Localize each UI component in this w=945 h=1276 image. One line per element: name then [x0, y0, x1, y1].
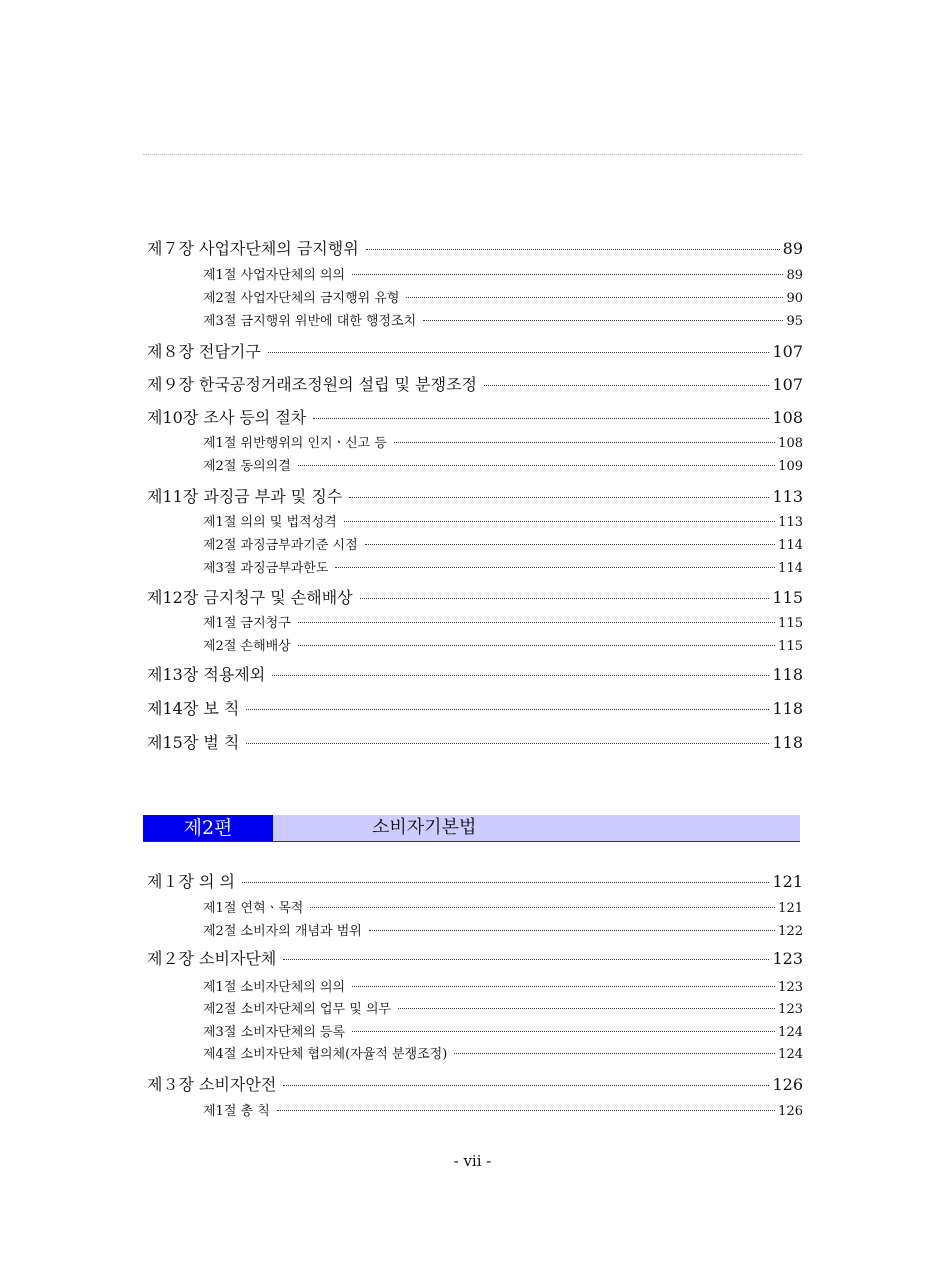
toc-chapter-entry	[147, 585, 803, 608]
dot-leader	[298, 465, 775, 466]
toc-page-number: 107	[772, 375, 803, 394]
dot-leader	[352, 274, 783, 275]
toc-entry-title: 제1절 소비자단체의 의의	[203, 980, 346, 995]
toc-entry-title: 제２장 소비자단체	[147, 949, 277, 968]
dot-leader	[277, 1110, 775, 1111]
dot-leader	[423, 320, 783, 321]
dot-leader	[406, 297, 783, 298]
toc-chapter-entry	[147, 484, 803, 507]
toc-section-entry	[203, 432, 803, 451]
toc-chapter-entry	[147, 696, 803, 719]
toc-entry-title: 제10장 조사 등의 절차	[147, 408, 307, 427]
toc-section-entry	[203, 635, 803, 654]
toc-section-entry	[203, 897, 803, 916]
toc-section-entry	[203, 1043, 803, 1062]
toc-page-number: 124	[778, 1025, 803, 1040]
page-number-footer: - vii -	[453, 1152, 492, 1170]
toc-chapter-entry	[147, 869, 803, 892]
toc-section-entry	[203, 557, 803, 576]
toc-chapter-entry	[147, 236, 803, 259]
toc-entry-title: 제15장 벌 칙	[147, 733, 240, 752]
toc-page-number: 123	[772, 949, 803, 968]
toc-entry-title: 제1절 의의 및 법적성격	[203, 515, 337, 530]
dot-leader	[352, 986, 775, 987]
toc-page-number: 114	[778, 538, 803, 553]
toc-page-number: 108	[772, 408, 803, 427]
toc-entry-title: 제９장 한국공정거래조정원의 설립 및 분쟁조정	[147, 375, 478, 394]
dot-leader	[298, 645, 775, 646]
toc-entry-title: 제1절 위반행위의 인지ㆍ신고 등	[203, 436, 387, 451]
toc-chapter-entry	[147, 946, 803, 969]
toc-page-number: 118	[772, 665, 803, 684]
toc-chapter-entry	[147, 339, 803, 362]
dot-leader	[365, 544, 775, 545]
toc-section-entry	[203, 976, 803, 995]
toc-section-entry	[203, 998, 803, 1017]
dot-leader	[246, 709, 769, 710]
toc-page-number: 90	[786, 291, 803, 306]
toc-entry-title: 제1절 사업자단체의 의의	[203, 268, 346, 283]
dot-leader	[484, 385, 769, 386]
toc-page-number: 124	[778, 1047, 803, 1062]
toc-entry-title: 제4절 소비자단체 협의체(자율적 분쟁조정)	[203, 1047, 448, 1062]
toc-page-number: 115	[772, 588, 803, 607]
dot-leader	[283, 959, 769, 960]
dot-leader	[283, 1085, 769, 1086]
dot-leader	[313, 418, 769, 419]
toc-page-number: 107	[772, 342, 803, 361]
toc-page-number: 109	[778, 459, 803, 474]
toc-entry-title: 제12장 금지청구 및 손해배상	[147, 588, 353, 607]
toc-entry-title: 제７장 사업자단체의 금지행위	[147, 239, 359, 258]
toc-page-number: 121	[778, 901, 803, 916]
toc-chapter-entry	[147, 372, 803, 395]
toc-page-number: 118	[772, 699, 803, 718]
toc-entry-title: 제８장 전담기구	[147, 342, 261, 361]
dot-leader	[349, 497, 769, 498]
dot-leader	[352, 1031, 775, 1032]
toc-entry-title: 제3절 과징금부과한도	[203, 561, 329, 576]
toc-page-number: 108	[778, 436, 803, 451]
part-header	[143, 815, 800, 842]
toc-chapter-entry	[147, 405, 803, 428]
toc-entry-title: 제３장 소비자안전	[147, 1075, 277, 1094]
toc-page-number: 114	[778, 561, 803, 576]
toc-page-number: 122	[778, 924, 803, 939]
dot-leader	[298, 622, 775, 623]
toc-chapter-entry	[147, 730, 803, 753]
part-number: 제2편	[143, 815, 273, 841]
dot-leader	[366, 249, 780, 250]
toc-page-number: 118	[772, 733, 803, 752]
toc-entry-title: 제3절 금지행위 위반에 대한 행정조치	[203, 314, 417, 329]
toc-page-number: 115	[778, 639, 803, 654]
toc-entry-title: 제14장 보 칙	[147, 699, 240, 718]
toc-page-number: 113	[778, 515, 803, 530]
toc-entry-title: 제2절 소비자의 개념과 범위	[203, 924, 362, 939]
toc-section-entry	[203, 1021, 803, 1040]
dot-leader	[344, 521, 775, 522]
toc-entry-title: 제1절 연혁ㆍ목적	[203, 901, 304, 916]
toc-page-number: 113	[772, 487, 803, 506]
toc-page-number: 126	[778, 1104, 803, 1119]
toc-entry-title: 제2절 동의의결	[203, 459, 291, 474]
dot-leader	[454, 1053, 775, 1054]
toc-page-number: 89	[782, 239, 803, 258]
toc-entry-title: 제2절 소비자단체의 업무 및 의무	[203, 1002, 392, 1017]
header-rule	[143, 154, 803, 155]
toc-page-number: 123	[778, 980, 803, 995]
toc-entry-title: 제3절 소비자단체의 등록	[203, 1025, 346, 1040]
toc-section-entry	[203, 511, 803, 530]
toc-page-number: 123	[778, 1002, 803, 1017]
toc-section-entry	[203, 264, 803, 283]
toc-entry-title: 제1절 금지청구	[203, 616, 291, 631]
dot-leader	[369, 930, 775, 931]
toc-section-entry	[203, 1100, 803, 1119]
toc-page-number: 115	[778, 616, 803, 631]
toc-section-entry	[203, 287, 803, 306]
dot-leader	[242, 882, 769, 883]
toc-entry-title: 제2절 손해배상	[203, 639, 291, 654]
toc-entry-title: 제１장 의 의	[147, 872, 235, 891]
toc-section-entry	[203, 455, 803, 474]
toc-entry-title: 제13장 적용제외	[147, 665, 266, 684]
dot-leader	[272, 675, 769, 676]
dot-leader	[335, 567, 775, 568]
dot-leader	[398, 1008, 775, 1009]
toc-entry-title: 제1절 총 칙	[203, 1104, 270, 1119]
toc-entry-title: 제11장 과징금 부과 및 징수	[147, 487, 343, 506]
toc-entry-title: 제2절 사업자단체의 금지행위 유형	[203, 291, 400, 306]
toc-section-entry	[203, 310, 803, 329]
dot-leader	[246, 743, 769, 744]
toc-entry-title: 제2절 과징금부과기준 시점	[203, 538, 358, 553]
toc-chapter-entry	[147, 1072, 803, 1095]
toc-page-number: 89	[786, 268, 803, 283]
dot-leader	[310, 907, 775, 908]
part-title: 소비자기본법	[372, 817, 477, 838]
toc-page-number: 95	[786, 314, 803, 329]
dot-leader	[360, 598, 770, 599]
toc-chapter-entry	[147, 662, 803, 685]
dot-leader	[394, 442, 775, 443]
dot-leader	[268, 352, 770, 353]
toc-page-number: 126	[772, 1075, 803, 1094]
toc-section-entry	[203, 534, 803, 553]
toc-page-number: 121	[772, 872, 803, 891]
toc-section-entry	[203, 612, 803, 631]
toc-section-entry	[203, 920, 803, 939]
